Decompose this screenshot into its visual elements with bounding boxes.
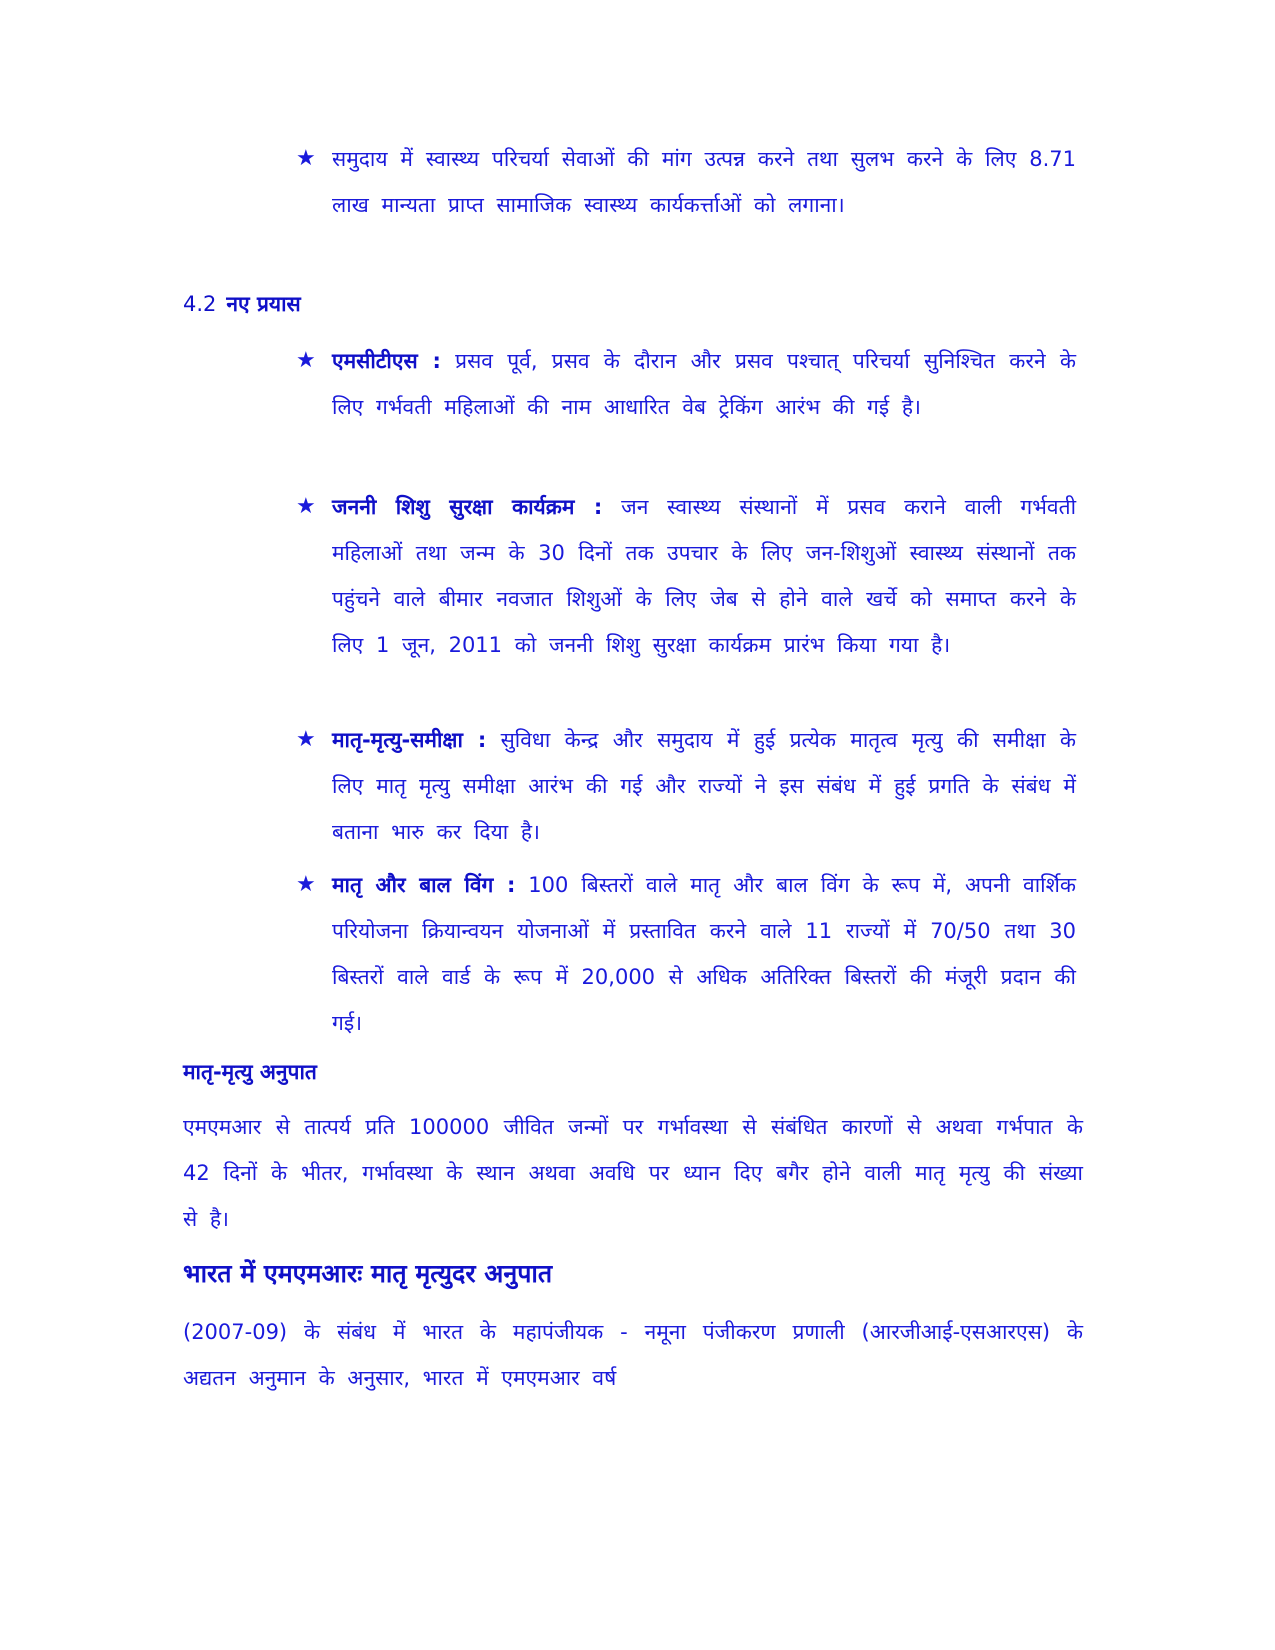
bullet-lead: एमसीटीएस : [332, 349, 441, 373]
bullet-text [332, 484, 1076, 668]
bullet-item [296, 136, 1076, 228]
bullet-text: समुदाय में स्वास्थ्य परिचर्या सेवाओं की मांग उत्पन्न करने तथा सुलभ करने के लिए 8.71 लाख मान्यता प्राप्त सामाजिक स्वास्थ्य कार्यकर्त्ताओं को लगाना। [332, 147, 1076, 217]
star-bullet-icon: ★ [296, 872, 316, 897]
bullet-text [332, 717, 1076, 855]
bullet-text [332, 338, 1076, 430]
bullet-item-jssk [296, 484, 1076, 668]
bullet-text [332, 862, 1076, 1046]
bullet-item-mcts [296, 338, 1076, 430]
bullet-lead: जननी शिशु सुरक्षा कार्यक्रम : [332, 495, 603, 519]
section-number: 4.2 [183, 292, 217, 316]
mmr-heading: मातृ-मृत्यु अनुपात [183, 1060, 317, 1084]
section-heading [183, 290, 301, 318]
bullet-body: 100 बिस्तरों वाले मातृ और बाल विंग के रूप में, अपनी वार्शिक परियोजना क्रियान्वयन योजनाओं में प्रस्तावित करने वाले 11 राज्यों में 70/50 तथा 30 बिस्तरों वाले वार्ड के रूप में 20,000 से अधिक अतिरिक्त बिस्तरों की मंजूरी प्रदान की गई। [332, 873, 1076, 1035]
star-bullet-icon: ★ [296, 494, 316, 519]
bullet-lead: मातृ-मृत्यु-समीक्षा : [332, 728, 487, 752]
bullet-lead: मातृ और बाल विंग : [332, 873, 516, 897]
star-bullet-icon: ★ [296, 348, 316, 373]
section-title: नए प्रयास [226, 292, 301, 316]
bullet-body: सुविधा केन्द्र और समुदाय में हुई प्रत्येक मातृत्व मृत्यु की समीक्षा के लिए मातृ मृत्यु समीक्षा आरंभ की गई और राज्यों ने इस संबंध में हुई प्रगति के संबंध में बताना भारु कर दिया है। [332, 728, 1077, 844]
bullet-body: जन स्वास्थ्य संस्थानों में प्रसव कराने वाली गर्भवती महिलाओं तथा जन्म के 30 दिनों तक उपचार के लिए जन-शिशुओं स्वास्थ्य संस्थानों तक पहुंचने वाले बीमार नवजात शिशुओं के लिए जेब से होने वाले खर्चे को समाप्त करने के लिए 1 जून, 2011 को जननी शिशु सुरक्षा कार्यक्रम प्रारंभ किया गया है। [332, 495, 1077, 657]
bullet-item-mch-wing [296, 862, 1076, 1046]
india-mmr-heading: भारत में एमएमआरः मातृ मृत्युदर अनुपात [183, 1259, 553, 1288]
star-bullet-icon: ★ [296, 727, 316, 752]
mmr-paragraph: एमएमआर से तात्पर्य प्रति 100000 जीवित जन्मों पर गर्भावस्था से संबंधित कारणों से अथवा गर्भपात के 42 दिनों के भीतर, गर्भावस्था के स्थान अथवा अवधि पर ध्यान दिए बगैर होने वाली मातृ मृत्यु की संख्या से है। [183, 1115, 1083, 1231]
star-bullet-icon: ★ [296, 146, 316, 171]
bullet-item-mdr [296, 717, 1076, 855]
bullet-body: प्रसव पूर्व, प्रसव के दौरान और प्रसव पश्चात् परिचर्या सुनिश्चित करने के लिए गर्भवती महिलाओं की नाम आधारित वेब ट्रेकिंग आरंभ की गई है। [332, 349, 1076, 419]
india-mmr-paragraph: (2007-09) के संबंध में भारत के महापंजीयक - नमूना पंजीकरण प्रणाली (आरजीआई-एसआरएस) के अद्यतन अनुमान के अनुसार, भारत में एमएमआर वर्ष [183, 1320, 1083, 1390]
